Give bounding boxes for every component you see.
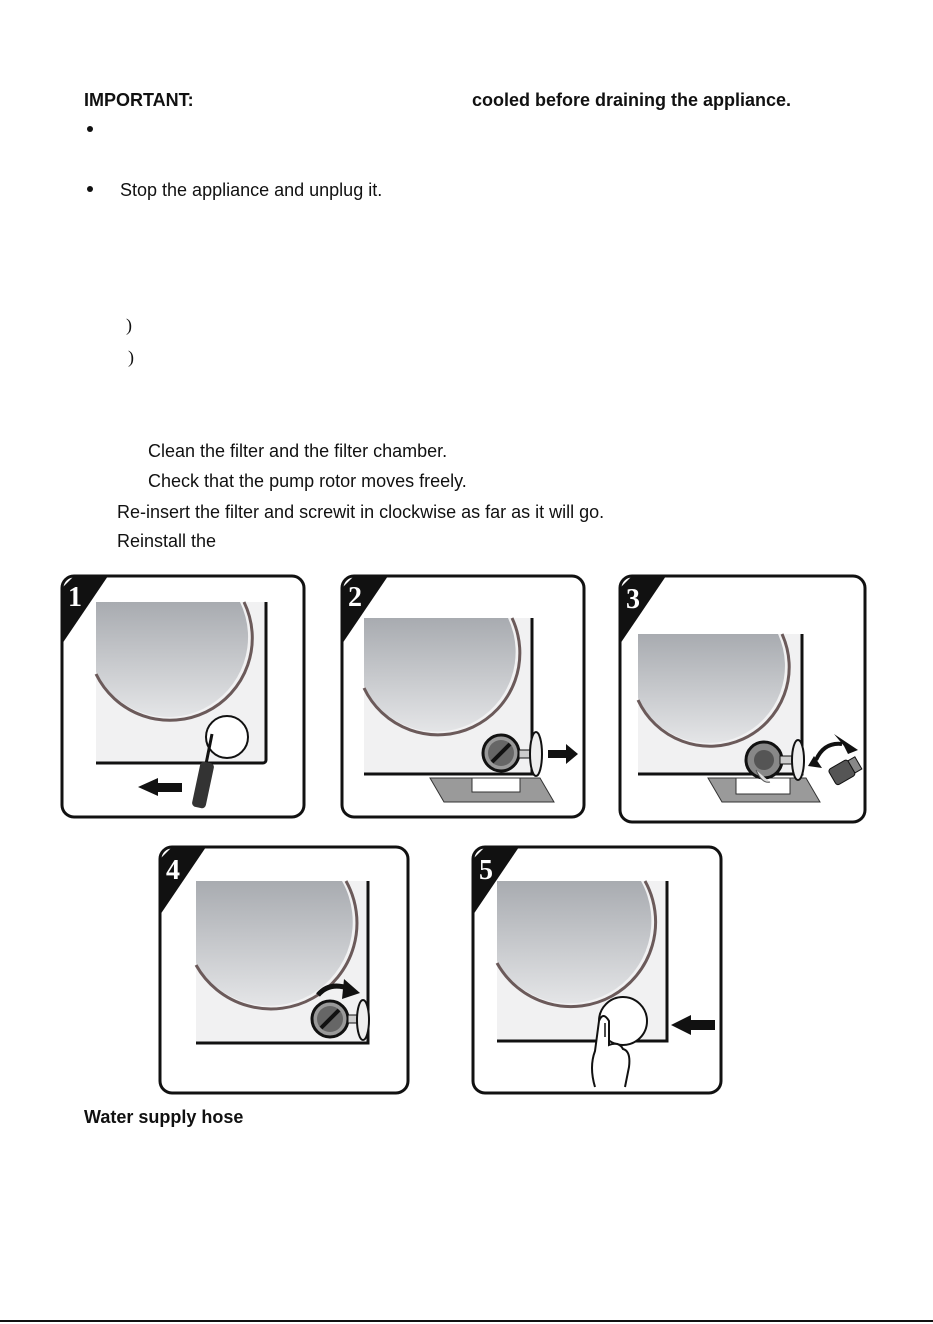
step-check-rotor: Check that the pump rotor moves freely. [148,471,467,491]
illustration-panel-4 [158,845,410,1095]
bullet-text-2: Stop the appliance and unplug it. [120,180,383,200]
step-reinsert-filter: Re-insert the filter and screwit in clockwise as far as it will go. [117,502,605,522]
footer-rule [0,1320,933,1322]
panel-number-3: 3 [626,584,640,615]
illustration-panel-1 [60,574,306,819]
panel-number-5: 5 [479,855,493,886]
panel-number-4: 4 [166,855,180,886]
bullet-dot-1 [87,126,93,132]
illustration-panel-5 [471,845,723,1095]
paren-mark-2: ) [128,347,134,367]
water-supply-heading: Water supply hose [84,1107,244,1127]
illustration-panel-2 [340,574,586,819]
important-text: cooled before draining the appliance. [472,90,792,110]
bullet-dot-2 [87,186,93,192]
panel-number-2: 2 [348,582,362,613]
step-reinstall: Reinstall the [117,531,217,551]
paren-mark-1: ) [126,315,132,335]
illustration-panel-3 [618,574,867,824]
important-label: IMPORTANT: [84,90,194,110]
step-clean-filter: Clean the filter and the filter chamber. [148,441,448,461]
panel-number-1: 1 [68,582,82,613]
